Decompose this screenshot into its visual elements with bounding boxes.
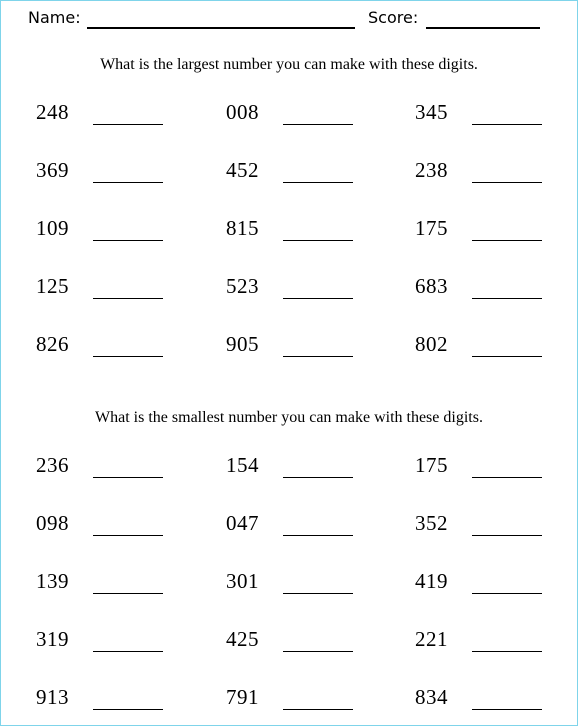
problem-item	[226, 453, 386, 485]
answer-blank[interactable]	[472, 593, 542, 594]
answer-blank[interactable]	[283, 124, 353, 125]
digits: 109	[36, 216, 69, 240]
problem-item	[36, 453, 196, 485]
problem-item	[226, 511, 386, 543]
problem-row	[0, 627, 578, 667]
digits: 175	[415, 216, 448, 240]
problem-item	[226, 569, 386, 601]
digits: 523	[226, 274, 259, 298]
problem-item	[415, 453, 575, 485]
problem-item	[36, 274, 196, 306]
digits: 834	[415, 685, 448, 709]
problem-item	[415, 158, 575, 190]
digits: 098	[36, 511, 69, 535]
problem-row	[0, 274, 578, 314]
digits: 683	[415, 274, 448, 298]
digits: 047	[226, 511, 259, 535]
answer-blank[interactable]	[283, 182, 353, 183]
problem-item	[36, 685, 196, 717]
answer-blank[interactable]	[283, 477, 353, 478]
answer-blank[interactable]	[93, 593, 163, 594]
problem-item	[415, 569, 575, 601]
worksheet-header	[28, 8, 548, 32]
answer-blank[interactable]	[283, 651, 353, 652]
problem-item	[36, 511, 196, 543]
name-field[interactable]	[87, 27, 355, 29]
answer-blank[interactable]	[93, 651, 163, 652]
answer-blank[interactable]	[472, 477, 542, 478]
digits: 238	[415, 158, 448, 182]
digits: 425	[226, 627, 259, 651]
problem-row	[0, 158, 578, 198]
digits: 125	[36, 274, 69, 298]
problem-item	[415, 685, 575, 717]
problem-row	[0, 100, 578, 140]
answer-blank[interactable]	[472, 651, 542, 652]
problem-row	[0, 332, 578, 372]
problem-item	[226, 100, 386, 132]
problem-item	[415, 627, 575, 659]
digits: 236	[36, 453, 69, 477]
instruction-largest: What is the largest number you can make with these digits.	[100, 56, 478, 73]
digits: 913	[36, 685, 69, 709]
answer-blank[interactable]	[283, 593, 353, 594]
answer-blank[interactable]	[472, 356, 542, 357]
problem-row	[0, 453, 578, 493]
digits: 301	[226, 569, 259, 593]
problem-item	[226, 685, 386, 717]
digits: 419	[415, 569, 448, 593]
answer-blank[interactable]	[283, 298, 353, 299]
digits: 452	[226, 158, 259, 182]
problem-item	[415, 100, 575, 132]
answer-blank[interactable]	[93, 356, 163, 357]
answer-blank[interactable]	[93, 240, 163, 241]
digits: 345	[415, 100, 448, 124]
answer-blank[interactable]	[93, 477, 163, 478]
digits: 826	[36, 332, 69, 356]
answer-blank[interactable]	[93, 182, 163, 183]
digits: 905	[226, 332, 259, 356]
problem-item	[36, 158, 196, 190]
digits: 802	[415, 332, 448, 356]
answer-blank[interactable]	[472, 240, 542, 241]
digits: 139	[36, 569, 69, 593]
problem-row	[0, 569, 578, 609]
answer-blank[interactable]	[283, 709, 353, 710]
problem-item	[226, 332, 386, 364]
score-field[interactable]	[426, 27, 540, 29]
answer-blank[interactable]	[93, 535, 163, 536]
answer-blank[interactable]	[93, 709, 163, 710]
score-label: Score:	[368, 8, 419, 27]
digits: 791	[226, 685, 259, 709]
answer-blank[interactable]	[283, 535, 353, 536]
answer-blank[interactable]	[472, 182, 542, 183]
answer-blank[interactable]	[283, 240, 353, 241]
problem-row	[0, 511, 578, 551]
digits: 008	[226, 100, 259, 124]
problem-item	[226, 216, 386, 248]
digits: 154	[226, 453, 259, 477]
problem-row	[0, 216, 578, 256]
answer-blank[interactable]	[283, 356, 353, 357]
instruction-smallest: What is the smallest number you can make with these digits.	[95, 409, 483, 426]
problem-item	[415, 511, 575, 543]
answer-blank[interactable]	[93, 298, 163, 299]
digits: 352	[415, 511, 448, 535]
answer-blank[interactable]	[472, 124, 542, 125]
problem-item	[36, 569, 196, 601]
answer-blank[interactable]	[472, 298, 542, 299]
answer-blank[interactable]	[93, 124, 163, 125]
problem-item	[36, 100, 196, 132]
problem-item	[226, 274, 386, 306]
problem-row	[0, 685, 578, 725]
problem-item	[415, 216, 575, 248]
answer-blank[interactable]	[472, 709, 542, 710]
problem-item	[226, 627, 386, 659]
name-label: Name:	[28, 8, 81, 27]
problem-item	[226, 158, 386, 190]
problem-item	[415, 332, 575, 364]
digits: 175	[415, 453, 448, 477]
problem-item	[36, 332, 196, 364]
digits: 221	[415, 627, 448, 651]
answer-blank[interactable]	[472, 535, 542, 536]
problem-item	[415, 274, 575, 306]
problem-item	[36, 216, 196, 248]
digits: 248	[36, 100, 69, 124]
problem-item	[36, 627, 196, 659]
digits: 369	[36, 158, 69, 182]
digits: 815	[226, 216, 259, 240]
digits: 319	[36, 627, 69, 651]
